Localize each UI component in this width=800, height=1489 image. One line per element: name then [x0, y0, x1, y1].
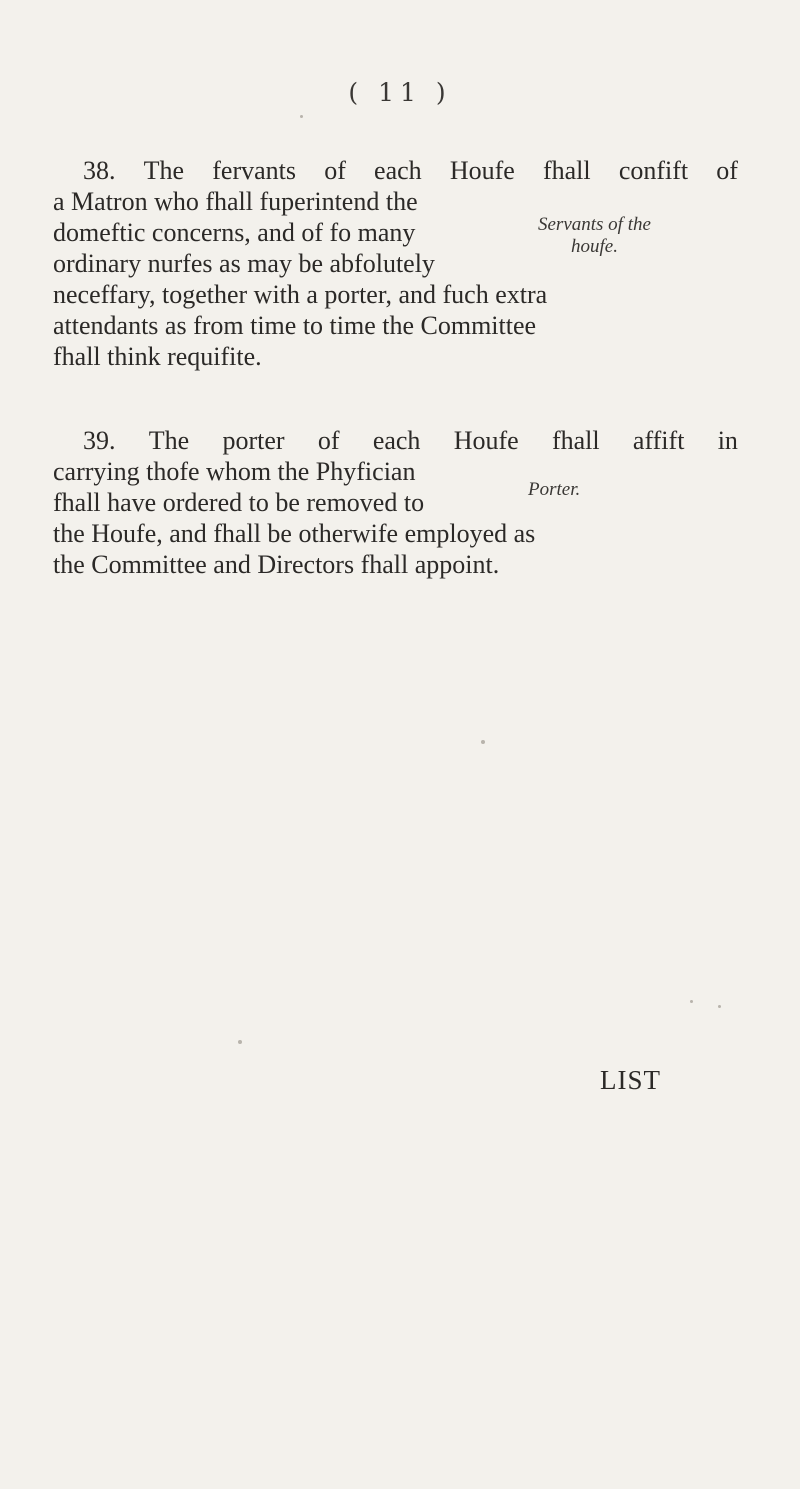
text-line: the Houfe, and fhall be otherwife employed as [53, 519, 536, 548]
paper-speck [238, 1040, 242, 1044]
text-line: 39. The porter of each Houfe fhall affift in [83, 426, 738, 455]
text-line: fhall have ordered to be removed to [53, 488, 425, 517]
text-line: a Matron who fhall fuperintend the [53, 187, 418, 216]
text-line: the Committee and Directors fhall appoint. [53, 550, 500, 579]
text-line: domeftic concerns, and of fo many [53, 218, 416, 247]
catchword: LIST [600, 1065, 661, 1095]
text-line: 38. The fervants of each Houfe fhall confift of [83, 156, 738, 185]
paper-speck [481, 740, 485, 744]
paper-speck [718, 1005, 721, 1008]
margin-note-porter: Porter. [528, 479, 581, 500]
text-line: fhall think requifite. [53, 342, 262, 371]
text-line: ordinary nurfes as may be abfolutely [53, 249, 435, 278]
margin-note-line: houfe. [570, 236, 618, 257]
page-number: ( 11 ) [348, 78, 452, 107]
margin-note-servants [538, 214, 651, 258]
paper-speck [690, 1000, 693, 1003]
text-line: neceffary, together with a porter, and fuch extra [53, 280, 548, 309]
margin-note-line: Servants of the [538, 214, 651, 235]
paper-speck [300, 115, 303, 118]
text-line: attendants as from time to time the Committee [53, 311, 537, 340]
paragraph-39 [53, 425, 738, 580]
paragraph-38 [53, 155, 738, 372]
text-line: carrying thofe whom the Phyfician [53, 457, 416, 486]
